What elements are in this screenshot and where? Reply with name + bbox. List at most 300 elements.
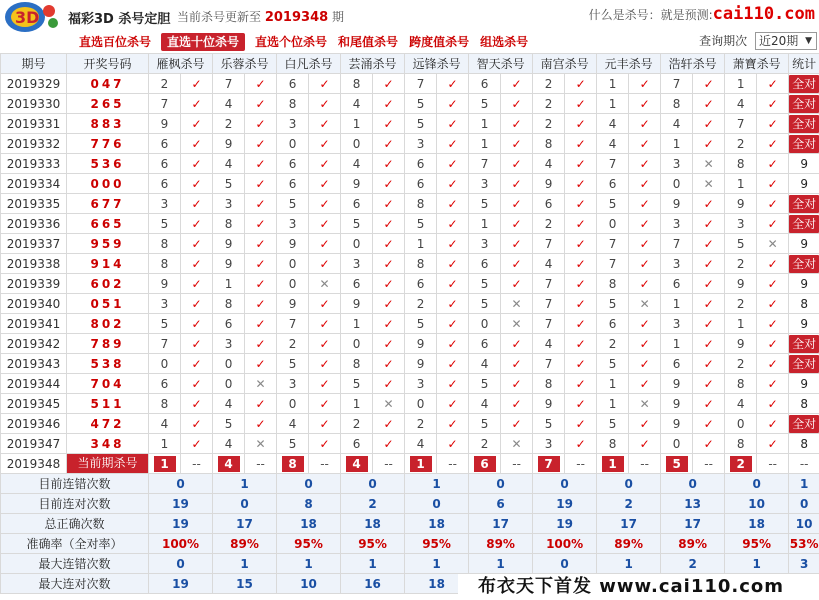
summary-value: 18 [277,514,341,534]
right-note [589,4,815,24]
tab-2[interactable]: 直选个位杀号 [255,35,328,49]
stat-cell: 9 [789,234,819,254]
period-cell: 2019335 [1,194,67,214]
check-icon: ✓ [693,74,725,94]
check-icon: ✓ [501,214,533,234]
kill-number-cell: 2 [725,354,757,374]
cross-icon: ✕ [245,374,277,394]
col-expert-header: 芸涌杀号 [341,54,405,74]
tab-4[interactable]: 跨度值杀号 [409,35,470,49]
summary-value: 17 [213,514,277,534]
check-icon: ✓ [245,294,277,314]
current-kill-cell [661,454,693,474]
check-icon: ✓ [181,294,213,314]
kill-number-cell: 5 [277,434,309,454]
kill-number-cell: 9 [213,254,245,274]
summary-value: 18 [405,574,469,594]
summary-value: 95% [341,534,405,554]
check-icon: ✓ [629,194,661,214]
kill-number-cell: 6 [341,434,373,454]
svg-text:3D: 3D [15,8,40,27]
kill-number-cell: 4 [469,354,501,374]
kill-number-cell: 5 [597,294,629,314]
kill-number-cell: 7 [725,114,757,134]
check-icon: ✓ [501,154,533,174]
kill-number-cell: 5 [405,214,437,234]
kill-number-cell: 1 [597,94,629,114]
table-row [1,114,819,134]
summary-value: 13 [661,494,725,514]
stat-cell [789,74,819,94]
kill-number-cell: 2 [405,294,437,314]
check-icon: ✓ [629,434,661,454]
kill-number-cell: 8 [661,94,693,114]
kill-number-cell: 7 [533,354,565,374]
stat-cell [789,114,819,134]
check-icon: ✓ [373,214,405,234]
kill-number-cell: 3 [533,434,565,454]
summary-value: 89% [597,534,661,554]
draw-number-cell: 051 [67,294,149,314]
check-icon: ✓ [565,274,597,294]
check-icon: ✓ [757,154,789,174]
check-icon: ✓ [565,74,597,94]
draw-number-cell: 677 [67,194,149,214]
period-cell: 2019334 [1,174,67,194]
tab-1[interactable]: 直选十位杀号 [161,33,245,51]
col-expert-header: 雁枫杀号 [149,54,213,74]
kill-number-cell: 9 [725,194,757,214]
kill-number-cell: 6 [277,154,309,174]
kill-number-cell: 9 [277,234,309,254]
update-prefix: 当前杀号更新至 [177,10,262,24]
check-icon: ✓ [693,114,725,134]
kill-number-cell: 2 [725,294,757,314]
check-icon: ✓ [373,314,405,334]
check-icon: ✓ [373,334,405,354]
current-kill-cell [533,454,565,474]
summary-row [1,514,819,534]
check-icon: ✓ [437,274,469,294]
kill-number-cell: 5 [213,174,245,194]
current-kill-number: 1 [602,456,624,472]
kill-number-cell: 6 [277,174,309,194]
kill-number-cell: 1 [341,314,373,334]
kill-number-cell: 4 [213,154,245,174]
current-dash-cell: -- [757,454,789,474]
check-icon: ✓ [373,274,405,294]
check-icon: ✓ [437,294,469,314]
kill-number-cell: 2 [213,114,245,134]
table-row [1,434,819,454]
check-icon: ✓ [565,114,597,134]
period-cell: 2019342 [1,334,67,354]
check-icon: ✓ [181,174,213,194]
check-icon: ✓ [757,134,789,154]
update-period: 2019348 [264,10,329,25]
current-period-row [1,454,819,474]
check-icon: ✓ [757,394,789,414]
kill-number-cell: 7 [597,234,629,254]
summary-label: 最大连对次数 [1,574,149,594]
summary-value: 17 [661,514,725,534]
check-icon: ✓ [757,414,789,434]
period-select[interactable] [755,32,817,50]
table-row [1,214,819,234]
all-correct-badge: 全对 [789,355,819,373]
summary-value: 16 [341,574,405,594]
current-dash-cell: -- [629,454,661,474]
current-kill-number: 7 [538,456,560,472]
stat-cell [789,194,819,214]
summary-value: 1 [597,554,661,574]
kill-number-cell: 7 [533,294,565,314]
draw-number-cell: 959 [67,234,149,254]
kill-number-cell: 7 [277,314,309,334]
check-icon: ✓ [245,274,277,294]
kill-number-cell: 6 [149,374,181,394]
kill-number-cell: 1 [661,294,693,314]
current-dash-cell: -- [565,454,597,474]
kill-number-cell: 9 [213,134,245,154]
check-icon: ✓ [501,354,533,374]
check-icon: ✓ [501,94,533,114]
cross-icon: ✕ [693,174,725,194]
check-icon: ✓ [437,374,469,394]
check-icon: ✓ [245,174,277,194]
stat-cell [789,334,819,354]
kill-number-cell: 0 [213,354,245,374]
check-icon: ✓ [309,94,341,114]
table-row [1,194,819,214]
tab-5[interactable]: 组选杀号 [480,35,529,49]
kill-number-cell: 9 [405,354,437,374]
check-icon: ✓ [181,74,213,94]
current-label-cell [67,454,149,474]
check-icon: ✓ [181,134,213,154]
summary-value: 0 [533,474,597,494]
period-cell: 2019339 [1,274,67,294]
kill-number-cell: 4 [149,414,181,434]
kill-number-cell: 4 [597,114,629,134]
kill-number-cell: 9 [725,274,757,294]
summary-value: 19 [149,574,213,594]
all-correct-badge: 全对 [789,335,819,353]
watermark: 布衣天下首发 www.cai110.com [458,574,819,600]
kill-number-cell: 8 [213,294,245,314]
period-cell: 2019336 [1,214,67,234]
kill-number-cell: 5 [405,114,437,134]
check-icon: ✓ [309,374,341,394]
cross-icon: ✕ [245,434,277,454]
check-icon: ✓ [181,414,213,434]
kill-number-cell: 4 [341,94,373,114]
check-icon: ✓ [629,234,661,254]
check-icon: ✓ [373,234,405,254]
check-icon: ✓ [245,314,277,334]
stat-cell: 9 [789,274,819,294]
summary-value: 1 [405,474,469,494]
kill-number-cell: 5 [597,354,629,374]
summary-row [1,554,819,574]
kill-number-cell: 6 [469,74,501,94]
check-icon: ✓ [501,114,533,134]
kill-number-cell: 5 [149,214,181,234]
current-kill-number: 4 [346,456,368,472]
stat-cell: 9 [789,314,819,334]
check-icon: ✓ [437,254,469,274]
check-icon: ✓ [629,154,661,174]
kill-number-cell: 3 [469,234,501,254]
check-icon: ✓ [565,294,597,314]
kill-number-cell: 9 [149,274,181,294]
kill-number-cell: 5 [533,414,565,434]
draw-number-cell: 348 [67,434,149,454]
check-icon: ✓ [565,374,597,394]
draw-number-cell: 000 [67,174,149,194]
kill-number-cell: 6 [405,154,437,174]
summary-value: 10 [725,494,789,514]
check-icon: ✓ [693,134,725,154]
kill-number-cell: 0 [661,174,693,194]
kill-number-cell: 7 [469,154,501,174]
summary-value: 0 [469,474,533,494]
current-dash-cell: -- [181,454,213,474]
table-row [1,174,819,194]
period-cell: 2019329 [1,74,67,94]
kill-number-cell: 6 [149,154,181,174]
summary-value: 8 [277,494,341,514]
summary-value: 19 [149,494,213,514]
kill-number-cell: 5 [213,414,245,434]
kill-number-cell: 4 [341,154,373,174]
check-icon: ✓ [693,254,725,274]
kill-number-cell: 6 [149,134,181,154]
kill-number-cell: 7 [597,254,629,274]
stat-cell [789,94,819,114]
kill-number-cell: 6 [661,274,693,294]
summary-value: 19 [533,514,597,534]
check-icon: ✓ [565,394,597,414]
check-icon: ✓ [309,154,341,174]
check-icon: ✓ [693,94,725,114]
check-icon: ✓ [693,414,725,434]
kill-number-cell: 6 [213,314,245,334]
all-correct-badge: 全对 [789,195,819,213]
check-icon: ✓ [437,134,469,154]
check-icon: ✓ [309,254,341,274]
tab-3[interactable]: 和尾值杀号 [338,35,399,49]
cross-icon: ✕ [501,294,533,314]
check-icon: ✓ [629,74,661,94]
col-stat-header: 统计 [789,54,819,74]
check-icon: ✓ [437,214,469,234]
kill-number-cell: 6 [149,174,181,194]
table-row [1,354,819,374]
check-icon: ✓ [245,94,277,114]
summary-value: 17 [469,514,533,534]
summary-value: 0 [533,554,597,574]
col-draw-header: 开奖号码 [67,54,149,74]
tab-0[interactable]: 直选百位杀号 [79,35,152,49]
current-kill-number: 1 [410,456,432,472]
check-icon: ✓ [309,414,341,434]
check-icon: ✓ [629,94,661,114]
summary-value: 2 [661,554,725,574]
table-row [1,394,819,414]
check-icon: ✓ [181,274,213,294]
kill-number-cell: 0 [341,134,373,154]
summary-value: 95% [277,534,341,554]
check-icon: ✓ [245,394,277,414]
period-cell: 2019341 [1,314,67,334]
summary-value: 1 [469,554,533,574]
table-row [1,414,819,434]
summary-label: 目前连错次数 [1,474,149,494]
check-icon: ✓ [181,154,213,174]
summary-value: 0 [213,494,277,514]
cross-icon: ✕ [309,274,341,294]
check-icon: ✓ [757,74,789,94]
check-icon: ✓ [693,334,725,354]
stat-cell [789,354,819,374]
kill-number-cell: 5 [405,314,437,334]
current-period-cell: 2019348 [1,454,67,474]
kill-number-cell: 9 [533,394,565,414]
check-icon: ✓ [757,114,789,134]
check-icon: ✓ [437,234,469,254]
draw-number-cell: 883 [67,114,149,134]
check-icon: ✓ [373,294,405,314]
kill-number-cell: 1 [597,74,629,94]
kill-number-cell: 3 [661,214,693,234]
kill-number-cell: 3 [469,174,501,194]
check-icon: ✓ [373,194,405,214]
period-select-value: 近20期 [759,34,799,48]
check-icon: ✓ [629,274,661,294]
kill-number-cell: 9 [405,334,437,354]
kill-number-cell: 0 [277,394,309,414]
check-icon: ✓ [693,354,725,374]
kill-type-tabs [78,33,538,51]
draw-number-cell: 914 [67,254,149,274]
check-icon: ✓ [245,234,277,254]
summary-value: 0 [661,474,725,494]
check-icon: ✓ [565,234,597,254]
chevron-down-icon: ▼ [805,36,812,46]
check-icon: ✓ [309,354,341,374]
summary-value: 10 [789,514,819,534]
draw-number-cell: 536 [67,154,149,174]
all-correct-badge: 全对 [789,95,819,113]
check-icon: ✓ [565,174,597,194]
cross-icon: ✕ [757,234,789,254]
current-dash-cell: -- [693,454,725,474]
summary-value: 0 [277,474,341,494]
kill-number-cell: 3 [149,194,181,214]
kill-number-cell: 0 [149,354,181,374]
summary-value: 10 [277,574,341,594]
kill-number-cell: 2 [533,214,565,234]
current-kill-number: 1 [154,456,176,472]
draw-number-cell: 789 [67,334,149,354]
check-icon: ✓ [629,314,661,334]
kill-number-cell: 2 [533,114,565,134]
summary-value: 1 [725,554,789,574]
current-kill-cell [149,454,181,474]
kill-number-cell: 6 [405,274,437,294]
period-cell: 2019346 [1,414,67,434]
kill-number-cell: 1 [469,134,501,154]
kill-number-cell: 8 [597,434,629,454]
current-kill-cell [469,454,501,474]
stat-cell: 8 [789,294,819,314]
current-kill-number: 2 [730,456,752,472]
kill-number-cell: 8 [149,254,181,274]
check-icon: ✓ [757,334,789,354]
check-icon: ✓ [373,414,405,434]
table-row [1,374,819,394]
kill-number-cell: 1 [469,214,501,234]
check-icon: ✓ [693,394,725,414]
draw-number-cell: 776 [67,134,149,154]
check-icon: ✓ [565,354,597,374]
col-expert-header: 浩轩杀号 [661,54,725,74]
kill-number-cell: 7 [661,234,693,254]
kill-number-cell: 4 [213,94,245,114]
all-correct-badge: 全对 [789,135,819,153]
check-icon: ✓ [437,334,469,354]
check-icon: ✓ [245,134,277,154]
kill-number-cell: 5 [469,414,501,434]
check-icon: ✓ [565,214,597,234]
site-link[interactable]: cai110.com [712,4,815,24]
kill-number-cell: 0 [277,254,309,274]
check-icon: ✓ [437,394,469,414]
kill-number-cell: 9 [341,294,373,314]
kill-number-cell: 8 [405,194,437,214]
kill-number-cell: 9 [661,394,693,414]
table-row [1,94,819,114]
kill-number-cell: 2 [597,334,629,354]
check-icon: ✓ [629,134,661,154]
check-icon: ✓ [501,134,533,154]
header [0,0,819,34]
check-icon: ✓ [181,434,213,454]
check-icon: ✓ [501,394,533,414]
kill-number-cell: 4 [533,154,565,174]
check-icon: ✓ [373,254,405,274]
kill-number-cell: 5 [405,94,437,114]
summary-value: 100% [533,534,597,554]
check-icon: ✓ [629,334,661,354]
summary-value: 1 [213,474,277,494]
check-icon: ✓ [181,194,213,214]
kill-number-cell: 6 [469,334,501,354]
cross-icon: ✕ [629,394,661,414]
kill-number-table [0,53,819,594]
check-icon: ✓ [629,254,661,274]
check-icon: ✓ [693,234,725,254]
kill-number-cell: 7 [533,274,565,294]
all-correct-badge: 全对 [789,255,819,273]
check-icon: ✓ [181,214,213,234]
check-icon: ✓ [629,414,661,434]
kill-number-cell: 8 [533,374,565,394]
kill-number-cell: 3 [213,194,245,214]
kill-number-cell: 7 [533,234,565,254]
summary-value: 0 [405,494,469,514]
